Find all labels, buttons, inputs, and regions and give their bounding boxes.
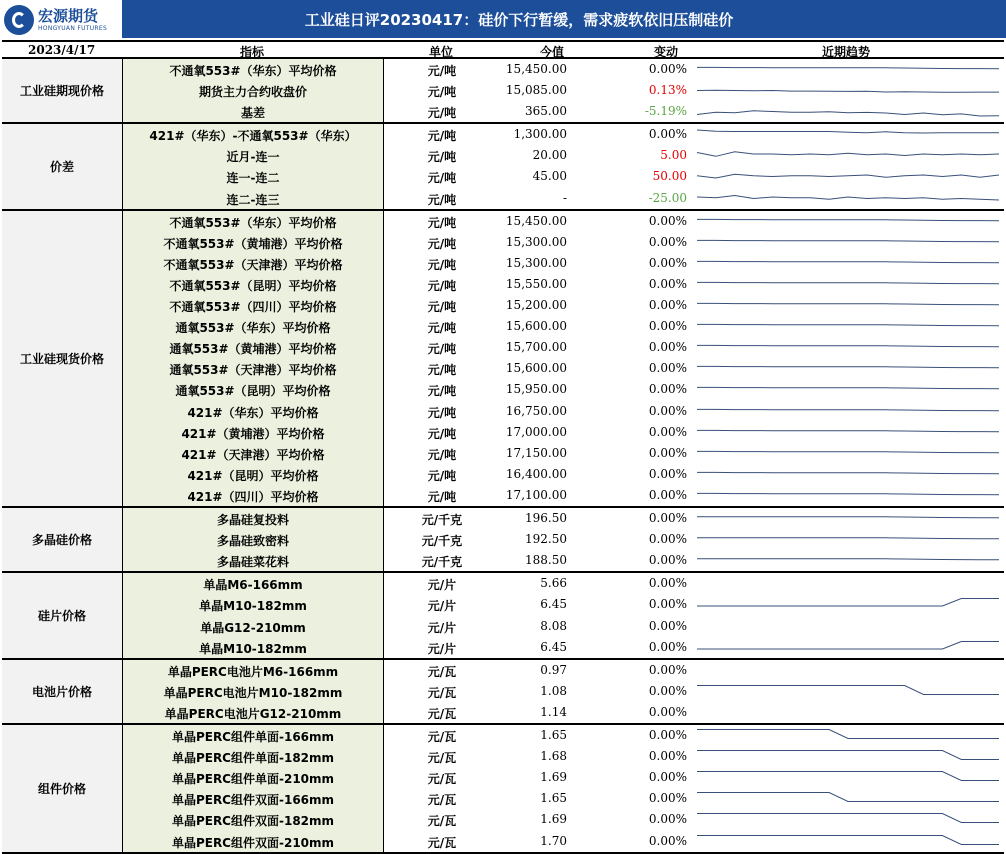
unit-cell: 元/吨 — [427, 106, 457, 121]
trend-line — [697, 814, 999, 823]
logo-cn-text: 宏源期货 — [38, 6, 99, 25]
trend-line — [697, 772, 999, 781]
indicator-cell: 421#（华东）-不通氧553#（华东） — [149, 129, 357, 144]
change-cell: 0.00% — [648, 127, 687, 142]
trend-sparkline — [695, 295, 1004, 316]
indicator-cell: 近月-连一 — [226, 150, 280, 165]
value-cell: 1.14 — [540, 704, 567, 719]
change-cell: 0.00% — [648, 770, 687, 785]
category-label: 多晶硅价格 — [2, 508, 122, 571]
trend-sparkline — [695, 831, 1004, 852]
change-cell: 0.00% — [648, 319, 687, 334]
unit-cell: 元/瓦 — [427, 793, 457, 808]
change-cell: 0.00% — [648, 213, 687, 228]
value-cell: 1.70 — [540, 833, 567, 848]
trend-sparkline — [695, 232, 1004, 253]
change-cell: 0.00% — [648, 532, 687, 547]
unit-cell: 元/吨 — [427, 150, 457, 165]
report-title: 工业硅日评20230417：硅价下行暂缓，需求疲软依旧压制硅价 — [304, 10, 734, 29]
trend-sparkline — [695, 379, 1004, 400]
trend-line — [697, 325, 999, 326]
indicator-cell: 421#（华东）平均价格 — [187, 405, 319, 420]
table-row — [2, 529, 1004, 550]
value-cell: 17,100.00 — [505, 487, 567, 502]
unit-cell: 元/吨 — [427, 321, 457, 336]
col-unit: 单位 — [429, 45, 454, 59]
unit-cell: 元/吨 — [427, 257, 457, 272]
trend-sparkline — [695, 145, 1004, 166]
unit-cell: 元/吨 — [427, 426, 457, 441]
indicator-cell: 不通氧553#（昆明）平均价格 — [169, 278, 337, 293]
unit-cell: 元/吨 — [427, 384, 457, 399]
table-row — [2, 464, 1004, 485]
trend-sparkline — [695, 358, 1004, 379]
trend-line — [697, 559, 999, 560]
change-cell: 0.00% — [648, 812, 687, 827]
table-row — [2, 59, 1004, 80]
table-row — [2, 660, 1004, 681]
category-label: 工业硅现货价格 — [2, 211, 122, 506]
value-cell: 8.08 — [540, 618, 567, 633]
trend-line — [697, 451, 999, 452]
value-cell: 15,300.00 — [505, 234, 567, 249]
change-cell: 0.00% — [648, 424, 687, 439]
value-cell: 15,300.00 — [505, 255, 567, 270]
trend-line — [697, 346, 999, 347]
change-cell: 0.00% — [648, 445, 687, 460]
trend-line — [697, 175, 999, 179]
trend-line — [697, 751, 999, 760]
col-trend: 近期趋势 — [822, 45, 871, 59]
col-value: 今值 — [540, 45, 565, 59]
value-cell: 1.65 — [540, 791, 567, 806]
table-row — [2, 616, 1004, 637]
value-cell: 188.50 — [525, 553, 567, 568]
value-cell: 45.00 — [532, 169, 567, 184]
table-row — [2, 725, 1004, 746]
value-cell: 6.45 — [540, 597, 567, 612]
value-cell: 15,450.00 — [505, 213, 567, 228]
indicator-cell: 单晶PERC电池片G12-210mm — [164, 706, 342, 721]
table-row — [2, 485, 1004, 506]
table-row — [2, 443, 1004, 464]
trend-line — [697, 493, 999, 494]
trend-line — [697, 240, 999, 241]
logo-icon — [4, 5, 34, 35]
indicator-cell: 421#（黄埔港）平均价格 — [181, 426, 325, 441]
trend-sparkline — [695, 188, 1004, 209]
trend-line — [697, 111, 999, 116]
value-cell: 15,200.00 — [505, 298, 567, 313]
logo-en-text: HONGYUAN FUTURES — [38, 24, 108, 32]
change-cell: 5.00 — [660, 148, 687, 163]
change-cell: 0.00% — [648, 662, 687, 677]
unit-cell: 元/吨 — [427, 342, 457, 357]
change-cell: 0.00% — [648, 340, 687, 355]
unit-cell: 元/吨 — [427, 363, 457, 378]
table-row — [2, 767, 1004, 788]
trend-sparkline — [695, 725, 1004, 746]
indicator-cell: 单晶M10-182mm — [199, 641, 307, 656]
value-cell: 16,750.00 — [505, 403, 567, 418]
table-group — [2, 573, 1004, 659]
table-row — [2, 788, 1004, 809]
indicator-cell: 不通氧553#（天津港）平均价格 — [163, 257, 343, 272]
category-label: 价差 — [2, 124, 122, 208]
change-cell: 0.00% — [648, 553, 687, 568]
indicator-cell: 通氧553#（天津港）平均价格 — [169, 363, 337, 378]
table-row — [2, 809, 1004, 830]
trend-sparkline — [695, 253, 1004, 274]
value-cell: 15,450.00 — [505, 62, 567, 76]
table-row — [2, 401, 1004, 422]
value-cell: 17,000.00 — [505, 424, 567, 439]
indicator-cell: 不通氧553#（黄埔港）平均价格 — [163, 236, 343, 251]
trend-sparkline — [695, 767, 1004, 788]
unit-cell: 元/吨 — [427, 489, 457, 504]
trend-line — [697, 730, 999, 739]
category-label: 组件价格 — [2, 725, 122, 852]
table-row — [2, 337, 1004, 358]
trend-sparkline — [695, 788, 1004, 809]
unit-cell: 元/千克 — [421, 513, 463, 528]
unit-cell: 元/吨 — [427, 129, 457, 144]
value-cell: 15,550.00 — [505, 276, 567, 291]
unit-cell: 元/吨 — [427, 278, 457, 293]
table-group — [2, 59, 1004, 124]
value-cell: 1.68 — [540, 749, 567, 764]
unit-cell: 元/吨 — [427, 85, 457, 100]
unit-cell: 元/吨 — [427, 192, 457, 207]
trend-sparkline — [695, 529, 1004, 550]
category-label: 电池片价格 — [2, 660, 122, 723]
indicator-cell: 单晶PERC组件双面-210mm — [171, 835, 335, 850]
trend-sparkline — [695, 422, 1004, 443]
unit-cell: 元/瓦 — [427, 685, 457, 700]
indicator-cell: 单晶M6-166mm — [203, 578, 303, 593]
table-group — [2, 508, 1004, 573]
indicator-cell: 单晶G12-210mm — [200, 620, 306, 635]
table-row — [2, 316, 1004, 337]
trend-line — [697, 90, 999, 92]
trend-sparkline — [695, 101, 1004, 122]
unit-cell: 元/瓦 — [427, 706, 457, 721]
change-cell: -5.19% — [644, 104, 687, 119]
indicator-cell: 基差 — [240, 106, 265, 121]
unit-cell: 元/片 — [427, 641, 457, 656]
change-cell: 0.00% — [648, 466, 687, 481]
table-row — [2, 295, 1004, 316]
trend-sparkline — [695, 337, 1004, 358]
value-cell: 5.66 — [540, 576, 567, 591]
unit-cell: 元/吨 — [427, 236, 457, 251]
indicator-cell: 不通氧553#（四川）平均价格 — [169, 300, 337, 315]
table-row — [2, 358, 1004, 379]
trend-line — [697, 67, 999, 68]
change-cell: 0.00% — [648, 639, 687, 654]
table-row — [2, 80, 1004, 101]
unit-cell: 元/瓦 — [427, 730, 457, 745]
trend-sparkline — [695, 443, 1004, 464]
category-label: 工业硅期现价格 — [2, 59, 122, 122]
table-row — [2, 379, 1004, 400]
value-cell: 20.00 — [532, 148, 567, 163]
trend-line — [697, 219, 999, 220]
table-row — [2, 101, 1004, 122]
table-row — [2, 681, 1004, 702]
trend-line — [697, 261, 999, 262]
unit-cell: 元/瓦 — [427, 814, 457, 829]
change-cell: 0.00% — [648, 597, 687, 612]
trend-line — [697, 430, 999, 431]
value-cell: 1.69 — [540, 812, 567, 827]
indicator-cell: 单晶PERC电池片M10-182mm — [163, 685, 343, 700]
unit-cell: 元/瓦 — [427, 835, 457, 850]
value-cell: 16,400.00 — [505, 466, 567, 481]
trend-sparkline — [695, 316, 1004, 337]
unit-cell: 元/千克 — [421, 534, 463, 549]
table-row — [2, 637, 1004, 658]
indicator-cell: 不通氧553#（华东）平均价格 — [169, 215, 337, 230]
value-cell: 15,600.00 — [505, 319, 567, 334]
report-header — [0, 0, 1006, 40]
table-row — [2, 232, 1004, 253]
column-header-row — [2, 40, 1004, 59]
indicator-cell: 多晶硅菜花料 — [216, 555, 289, 570]
unit-cell: 元/吨 — [427, 300, 457, 315]
unit-cell: 元/吨 — [427, 64, 457, 78]
value-cell: 15,700.00 — [505, 340, 567, 355]
change-cell: 0.00% — [648, 704, 687, 719]
trend-line — [697, 388, 999, 389]
indicator-cell: 421#（天津港）平均价格 — [181, 447, 325, 462]
date-label: 2023/4/17 — [28, 43, 96, 57]
unit-cell: 元/吨 — [427, 447, 457, 462]
indicator-cell: 421#（昆明）平均价格 — [187, 468, 319, 483]
indicator-cell: 不通氧553#（华东）平均价格 — [169, 64, 337, 78]
table-row — [2, 702, 1004, 723]
unit-cell: 元/片 — [427, 599, 457, 614]
trend-line — [697, 130, 999, 133]
trend-sparkline — [695, 59, 1004, 80]
unit-cell: 元/千克 — [421, 555, 463, 570]
change-cell: 0.00% — [648, 576, 687, 591]
title-bar — [122, 0, 1006, 38]
change-cell: 0.00% — [648, 511, 687, 526]
table-group — [2, 660, 1004, 725]
value-cell: 0.97 — [540, 662, 567, 677]
trend-sparkline — [695, 211, 1004, 232]
change-cell: 50.00 — [652, 169, 687, 184]
table-row — [2, 166, 1004, 187]
table-row — [2, 508, 1004, 529]
table-row — [2, 124, 1004, 145]
trend-sparkline — [695, 485, 1004, 506]
value-cell: 365.00 — [525, 104, 567, 119]
trend-sparkline — [695, 274, 1004, 295]
trend-sparkline — [695, 508, 1004, 529]
change-cell: 0.00% — [648, 749, 687, 764]
indicator-cell: 通氧553#（黄埔港）平均价格 — [169, 342, 337, 357]
unit-cell: 元/吨 — [427, 468, 457, 483]
trend-line — [697, 835, 999, 844]
trend-sparkline — [695, 746, 1004, 767]
change-cell: 0.00% — [648, 728, 687, 743]
change-cell: 0.00% — [648, 255, 687, 270]
table-row — [2, 831, 1004, 852]
unit-cell: 元/吨 — [427, 215, 457, 230]
value-cell: 196.50 — [525, 511, 567, 526]
indicator-cell: 通氧553#（昆明）平均价格 — [175, 384, 331, 399]
table-row — [2, 274, 1004, 295]
trend-sparkline — [695, 550, 1004, 571]
trend-line — [697, 409, 999, 410]
trend-sparkline — [695, 166, 1004, 187]
change-cell: 0.00% — [648, 234, 687, 249]
company-logo — [0, 0, 120, 40]
table-group — [2, 124, 1004, 210]
value-cell: - — [562, 190, 567, 205]
indicator-cell: 期货主力合约收盘价 — [198, 85, 307, 100]
value-cell: 192.50 — [525, 532, 567, 547]
trend-line — [697, 282, 999, 283]
change-cell: 0.00% — [648, 298, 687, 313]
indicator-cell: 单晶PERC组件单面-210mm — [171, 772, 335, 787]
trend-sparkline — [695, 401, 1004, 422]
unit-cell: 元/瓦 — [427, 751, 457, 766]
trend-line — [697, 303, 999, 304]
trend-line — [697, 152, 999, 157]
change-cell: 0.00% — [648, 683, 687, 698]
table-row — [2, 550, 1004, 571]
unit-cell: 元/瓦 — [427, 664, 457, 679]
table-row — [2, 594, 1004, 615]
indicator-cell: 单晶PERC组件双面-182mm — [171, 814, 335, 829]
indicator-cell: 421#（四川）平均价格 — [187, 489, 319, 504]
price-table — [2, 40, 1004, 850]
change-cell: 0.13% — [648, 83, 687, 98]
table-row — [2, 211, 1004, 232]
table-group — [2, 725, 1004, 854]
table-row — [2, 188, 1004, 209]
unit-cell: 元/片 — [427, 578, 457, 593]
col-change: 变动 — [654, 45, 679, 59]
change-cell: -25.00 — [648, 190, 687, 205]
indicator-cell: 连一-连二 — [226, 171, 280, 186]
indicator-cell: 单晶PERC电池片M6-166mm — [167, 664, 339, 679]
indicator-cell: 多晶硅致密料 — [216, 534, 289, 549]
trend-line — [697, 793, 999, 802]
trend-line — [697, 195, 999, 200]
trend-line — [697, 599, 999, 607]
table-row — [2, 746, 1004, 767]
change-cell: 0.00% — [648, 403, 687, 418]
change-cell: 0.00% — [648, 618, 687, 633]
trend-sparkline — [695, 124, 1004, 145]
change-cell: 0.00% — [648, 791, 687, 806]
value-cell: 1.69 — [540, 770, 567, 785]
indicator-cell: 单晶M10-182mm — [199, 599, 307, 614]
trend-line — [697, 517, 999, 518]
col-indicator: 指标 — [240, 45, 265, 59]
table-row — [2, 573, 1004, 594]
change-cell: 0.00% — [648, 276, 687, 291]
indicator-cell: 单晶PERC组件双面-166mm — [171, 793, 335, 808]
trend-sparkline — [695, 681, 1004, 702]
value-cell: 1,300.00 — [513, 127, 567, 142]
trend-sparkline — [695, 637, 1004, 658]
indicator-cell: 多晶硅复投料 — [216, 513, 289, 528]
value-cell: 1.65 — [540, 728, 567, 743]
indicator-cell: 单晶PERC组件单面-182mm — [171, 751, 335, 766]
trend-sparkline — [695, 594, 1004, 615]
trend-sparkline — [695, 464, 1004, 485]
value-cell: 15,600.00 — [505, 361, 567, 376]
indicator-cell: 通氧553#（华东）平均价格 — [175, 321, 331, 336]
change-cell: 0.00% — [648, 361, 687, 376]
table-row — [2, 422, 1004, 443]
table-group — [2, 211, 1004, 508]
indicator-cell: 单晶PERC组件单面-166mm — [171, 730, 335, 745]
unit-cell: 元/吨 — [427, 171, 457, 186]
unit-cell: 元/片 — [427, 620, 457, 635]
unit-cell: 元/瓦 — [427, 772, 457, 787]
value-cell: 15,950.00 — [505, 382, 567, 397]
value-cell: 17,150.00 — [505, 445, 567, 460]
change-cell: 0.00% — [648, 833, 687, 848]
trend-line — [697, 641, 999, 649]
trend-sparkline — [695, 80, 1004, 101]
trend-sparkline — [695, 809, 1004, 830]
trend-line — [697, 538, 999, 539]
category-label: 硅片价格 — [2, 573, 122, 657]
change-cell: 0.00% — [648, 382, 687, 397]
table-row — [2, 253, 1004, 274]
indicator-cell: 连二-连三 — [226, 192, 280, 207]
trend-line — [697, 367, 999, 368]
unit-cell: 元/吨 — [427, 405, 457, 420]
change-cell: 0.00% — [648, 487, 687, 502]
table-row — [2, 145, 1004, 166]
trend-line — [697, 472, 999, 473]
value-cell: 6.45 — [540, 639, 567, 654]
trend-line — [697, 685, 999, 694]
value-cell: 1.08 — [540, 683, 567, 698]
change-cell: 0.00% — [648, 62, 687, 76]
value-cell: 15,085.00 — [505, 83, 567, 98]
